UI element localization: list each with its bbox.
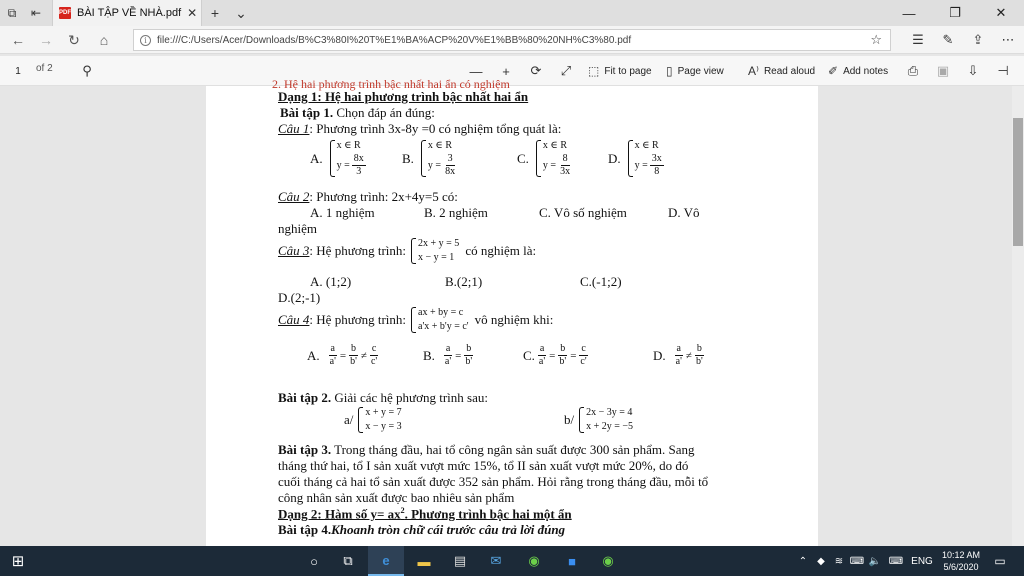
action-center-icon[interactable]: ▭ (994, 554, 1006, 568)
back-button[interactable]: ← (11, 32, 25, 48)
cau1-option-a (310, 139, 368, 178)
more-icon[interactable]: ⋯ (1001, 32, 1015, 47)
fraction (463, 343, 474, 368)
cau3-suffix: có nghiệm là: (465, 243, 537, 258)
system-label: a/ (344, 412, 354, 427)
file-explorer-icon[interactable]: ▬ (417, 553, 431, 569)
taskbar (0, 546, 1024, 576)
option-system (420, 139, 459, 178)
forward-button[interactable]: → (39, 32, 53, 48)
system-row: x + 2y = −5 (586, 421, 634, 432)
page-view-icon: ▯ (666, 64, 673, 78)
heading2-sup: 2 (400, 506, 405, 515)
cau3-label: Câu 3 (278, 243, 310, 258)
cau3-system (410, 237, 459, 265)
fraction-den: 8 (654, 166, 660, 177)
cau3-wrap: D.(2;-1) (278, 290, 321, 305)
edge-taskbar-icon[interactable]: e (368, 546, 404, 576)
system (357, 406, 401, 434)
tab-bar (0, 0, 1024, 26)
cau4-option-b (423, 343, 476, 368)
tray-icon[interactable]: ◆ (817, 555, 825, 567)
volume-icon[interactable]: 🔈 (868, 555, 882, 567)
bt2-line (278, 390, 488, 406)
fraction-num: b (351, 343, 357, 354)
task-view-icon[interactable]: ⧉ (343, 553, 353, 568)
cau1-label: Câu 1 (278, 121, 310, 136)
heading2-part-a: Dạng 2: Hàm số y= ax (278, 506, 401, 522)
cau4-system (410, 306, 469, 334)
home-button[interactable]: ⌂ (99, 32, 109, 48)
read-aloud-button[interactable] (748, 62, 815, 80)
read-aloud-label: Read aloud (763, 65, 816, 77)
network-icon[interactable]: ≋ (834, 555, 844, 567)
bt4-text: Khoanh tròn chữ cái trước câu trả lời đúng (331, 522, 566, 537)
cau2-option-b: B. 2 nghiệm (424, 205, 488, 220)
clock-time: 10:12 AM (941, 550, 981, 560)
fraction-den: a' (538, 356, 546, 367)
operator: ≠ (360, 349, 367, 362)
page-total: of 2 (36, 63, 53, 74)
cau2-option-a: A. 1 nghiệm (310, 205, 375, 220)
cau4-prefix: : Hệ phương trình: (309, 312, 407, 327)
pin-toolbar-icon[interactable]: ⊣ (997, 63, 1009, 78)
heading-dang-1: Dạng 1: Hệ hai phương trình bậc nhất hai ẩn (278, 89, 529, 104)
bt4-line (278, 522, 565, 538)
cau2-option-c: C. Vô số nghiệm (539, 205, 627, 220)
share-icon[interactable]: ⇪ (972, 32, 984, 47)
fit-page-icon: ⬚ (588, 64, 600, 78)
fraction (694, 343, 705, 368)
fraction-num: b (696, 343, 702, 354)
zoom-out-icon[interactable]: — (469, 63, 483, 79)
system-lhs: y = (427, 159, 442, 171)
cau2-wrap: nghiệm (278, 221, 317, 236)
info-icon[interactable]: i (140, 35, 151, 46)
add-notes-label: Add notes (843, 65, 889, 77)
print-icon[interactable]: ⎙ (907, 63, 919, 78)
system-row: 2x − 3y = 4 (586, 407, 633, 418)
fraction (328, 343, 338, 368)
cau2-option-d: D. Vô (668, 205, 700, 220)
app-icon-2[interactable]: ◉ (602, 553, 614, 568)
fraction-num: a (445, 343, 451, 354)
fraction (443, 343, 453, 368)
fraction (352, 153, 366, 178)
new-tab-button[interactable]: + (210, 5, 220, 21)
show-hidden-icons-chevron-icon[interactable]: ⌃ (798, 555, 808, 567)
fraction-num: b (560, 343, 566, 354)
bt3-line-2: tháng thứ hai, tổ I sản xuất vượt mức 15%, tổ II sản xuất vượt mức 20%, do đó (278, 458, 689, 473)
option-system (627, 139, 666, 178)
cau4-option-d (653, 343, 707, 368)
tabs-aside-icon[interactable]: ⇤ (30, 6, 42, 20)
system-row: x − y = 3 (365, 421, 402, 432)
zoom-app-icon[interactable]: ■ (568, 553, 576, 569)
tab-title: BÀI TẬP VỀ NHÀ.pdf (77, 7, 182, 19)
fullscreen-icon[interactable]: ⤢ (560, 63, 572, 78)
clock[interactable] (936, 549, 986, 573)
set-aside-tabs-icon[interactable]: ⧉ (7, 5, 17, 20)
system-row: x + y = 7 (365, 407, 402, 418)
fraction-den: c' (580, 356, 587, 367)
system-row: x ∈ R (634, 140, 659, 151)
system-lhs: y = (634, 159, 648, 171)
cau3-option-a: A. (1;2) (310, 274, 352, 289)
url-text: file:///C:/Users/Acer/Downloads/B%C3%80I%20T%E1%BA%ACP%20V%E1%BB%80%20NH%C3%80.pdf (157, 34, 632, 46)
tab-preview-chevron-icon[interactable]: ⌄ (235, 4, 247, 21)
store-icon[interactable]: ▤ (453, 553, 467, 568)
fraction (369, 343, 379, 368)
operator: = (570, 349, 577, 362)
system-lhs: y = (336, 159, 350, 171)
close-tab-icon[interactable]: ✕ (187, 6, 198, 20)
restore-button[interactable]: ❐ (949, 5, 961, 20)
keyboard-icon[interactable]: ⌨ (888, 555, 904, 567)
fraction-den: b' (559, 356, 567, 367)
bt3-text: Trong tháng đầu, hai tổ công ngân sản suất được 300 sản phẩm. Sang (334, 442, 695, 457)
fraction-den: 8x (445, 166, 456, 177)
system-lhs: y = (542, 159, 557, 171)
option-letter: A. (307, 347, 320, 363)
cau3-option-b: B.(2;1) (445, 274, 483, 289)
search-icon[interactable]: ⚲ (82, 63, 92, 78)
fraction-den: b' (695, 356, 703, 367)
bt3-title: Bài tập 3. (278, 442, 332, 457)
page-view-label: Page view (677, 65, 724, 77)
bt4-title: Bài tập 4. (278, 522, 332, 537)
save-as-icon[interactable]: ⇩ (967, 63, 979, 78)
fit-to-page-label: Fit to page (604, 65, 652, 77)
option-letter: C. (523, 347, 535, 363)
heading2-part-b: . Phương trình bậc hai một ẩn (404, 506, 572, 522)
cau3-option-c: C.(-1;2) (580, 274, 622, 289)
fraction (537, 343, 547, 368)
cau1-text: : Phương trình 3x-8y =0 có nghiệm tổng quát là: (309, 121, 562, 136)
bt2-system-b (564, 406, 633, 434)
rotate-icon[interactable]: ⟳ (530, 63, 542, 78)
bt1-text: Chọn đáp án đúng: (336, 105, 435, 120)
system (578, 406, 633, 434)
fraction (443, 153, 457, 178)
fraction-den: a' (444, 356, 452, 367)
fraction-den: a' (329, 356, 336, 367)
fraction-num: a (676, 343, 681, 354)
fraction-num: b (466, 343, 472, 354)
option-letter: A. (310, 150, 323, 166)
ime-icon[interactable]: ⌨ (849, 555, 865, 567)
system-row: a'x + b'y = c' (418, 321, 469, 332)
operator: = (455, 349, 462, 362)
option-letter: D. (608, 150, 621, 166)
fraction-den: b' (350, 356, 357, 367)
option-letter: B. (402, 150, 414, 166)
cau3-line (278, 237, 536, 265)
cau4-label: Câu 4 (278, 312, 310, 327)
fraction (557, 343, 568, 368)
favorite-star-icon[interactable]: ☆ (870, 32, 882, 47)
pdf-page (206, 77, 818, 556)
system-row: x − y = 1 (418, 252, 455, 263)
option-system (329, 139, 368, 178)
favorites-icon[interactable]: ☰ (912, 32, 924, 47)
fraction-den: 3x (560, 166, 571, 177)
fraction-num: 3x (651, 153, 662, 164)
page-number-input[interactable]: 1 (15, 65, 21, 77)
cau4-line (278, 306, 553, 334)
bt2-title: Bài tập 2. (278, 390, 332, 405)
fraction (558, 153, 572, 178)
cau2-text: : Phương trình: 2x+4y=5 có: (309, 189, 458, 204)
fraction-num: 8 (562, 153, 568, 164)
url-field[interactable] (133, 29, 891, 51)
bt1-line (280, 105, 435, 121)
fraction-den: a' (675, 356, 682, 367)
cau3-prefix: : Hệ phương trình: (309, 243, 407, 258)
search-cortana-icon[interactable]: ○ (310, 553, 318, 569)
fraction-den: b' (465, 356, 473, 367)
fraction-num: a (330, 343, 335, 354)
fraction-num: 3 (447, 153, 453, 164)
system-row: x ∈ R (336, 140, 361, 151)
fraction-num: a (539, 343, 545, 354)
pen-icon[interactable]: ✎ (942, 32, 954, 47)
read-aloud-icon: A⁾ (748, 64, 759, 78)
option-letter: C. (517, 150, 529, 166)
system-row: 2x + y = 5 (418, 238, 460, 249)
cau4-option-a (307, 343, 381, 368)
bt3-line-1 (278, 442, 695, 458)
tab-pdf[interactable] (52, 0, 202, 26)
pdf-file-icon: PDF (59, 7, 71, 19)
cau1-option-c (517, 139, 574, 178)
cau4-option-c (523, 343, 591, 368)
mail-icon[interactable]: ✉ (490, 553, 502, 568)
fraction (578, 343, 588, 368)
fraction-num: c (371, 343, 377, 354)
fraction-num: c (581, 343, 586, 354)
bt1-title: Bài tập 1. (280, 105, 334, 120)
option-letter: B. (423, 347, 435, 363)
bt3-line-3: cuối tháng cả hai tổ sản xuất được 352 sản phẩm. Hỏi rằng trong tháng đầu, mỗi tổ (278, 474, 709, 489)
option-letter: D. (653, 347, 666, 363)
page-view-button[interactable] (666, 62, 724, 80)
option-system (535, 139, 574, 178)
add-notes-button[interactable] (828, 62, 888, 80)
fraction-den: c' (370, 356, 378, 367)
cau2-line (278, 189, 458, 205)
bt2-system-a (344, 406, 402, 434)
cau1-option-d (608, 139, 666, 178)
zoom-in-icon[interactable]: + (502, 63, 510, 79)
cut-off-text: 2. Hệ hai phương trình bậc nhất hai ẩn có nghiệm (272, 77, 510, 91)
fraction-num: 8x (353, 153, 364, 164)
cau2-label: Câu 2 (278, 189, 310, 204)
start-windows-icon[interactable]: ⊞ (11, 553, 25, 570)
operator: = (549, 349, 556, 362)
system-row: x ∈ R (542, 140, 567, 151)
operator: = (339, 349, 347, 362)
clock-date: 5/6/2020 (943, 562, 979, 572)
cau1-line (278, 121, 561, 137)
minimize-button[interactable]: — (902, 5, 916, 21)
language-indicator[interactable]: ENG (911, 555, 933, 567)
cau1-option-b (402, 139, 459, 178)
app-icon[interactable]: ◉ (528, 553, 540, 568)
operator: ≠ (685, 349, 692, 362)
scrollbar-thumb[interactable] (1013, 118, 1023, 246)
refresh-button[interactable]: ↻ (68, 31, 80, 48)
system-row: x ∈ R (427, 140, 452, 151)
system-label: b/ (564, 412, 575, 427)
bt3-line-4: công nhân sản xuất được bao nhiêu sản phẩm (278, 490, 515, 505)
fraction (348, 343, 359, 368)
document-viewport[interactable] (0, 77, 1024, 546)
cau4-suffix: vô nghiệm khi: (474, 312, 554, 327)
bt2-text: Giải các hệ phương trình sau: (334, 390, 488, 405)
address-bar (0, 26, 1024, 54)
fraction-den: 3 (356, 166, 362, 177)
fraction (650, 153, 664, 178)
close-window-button[interactable]: ✕ (995, 5, 1007, 20)
fraction (674, 343, 684, 368)
heading-dang-2 (278, 506, 572, 522)
save-icon[interactable]: ▣ (936, 63, 950, 78)
add-notes-icon: ✐ (828, 64, 839, 78)
system-row: ax + by = c (418, 307, 464, 318)
